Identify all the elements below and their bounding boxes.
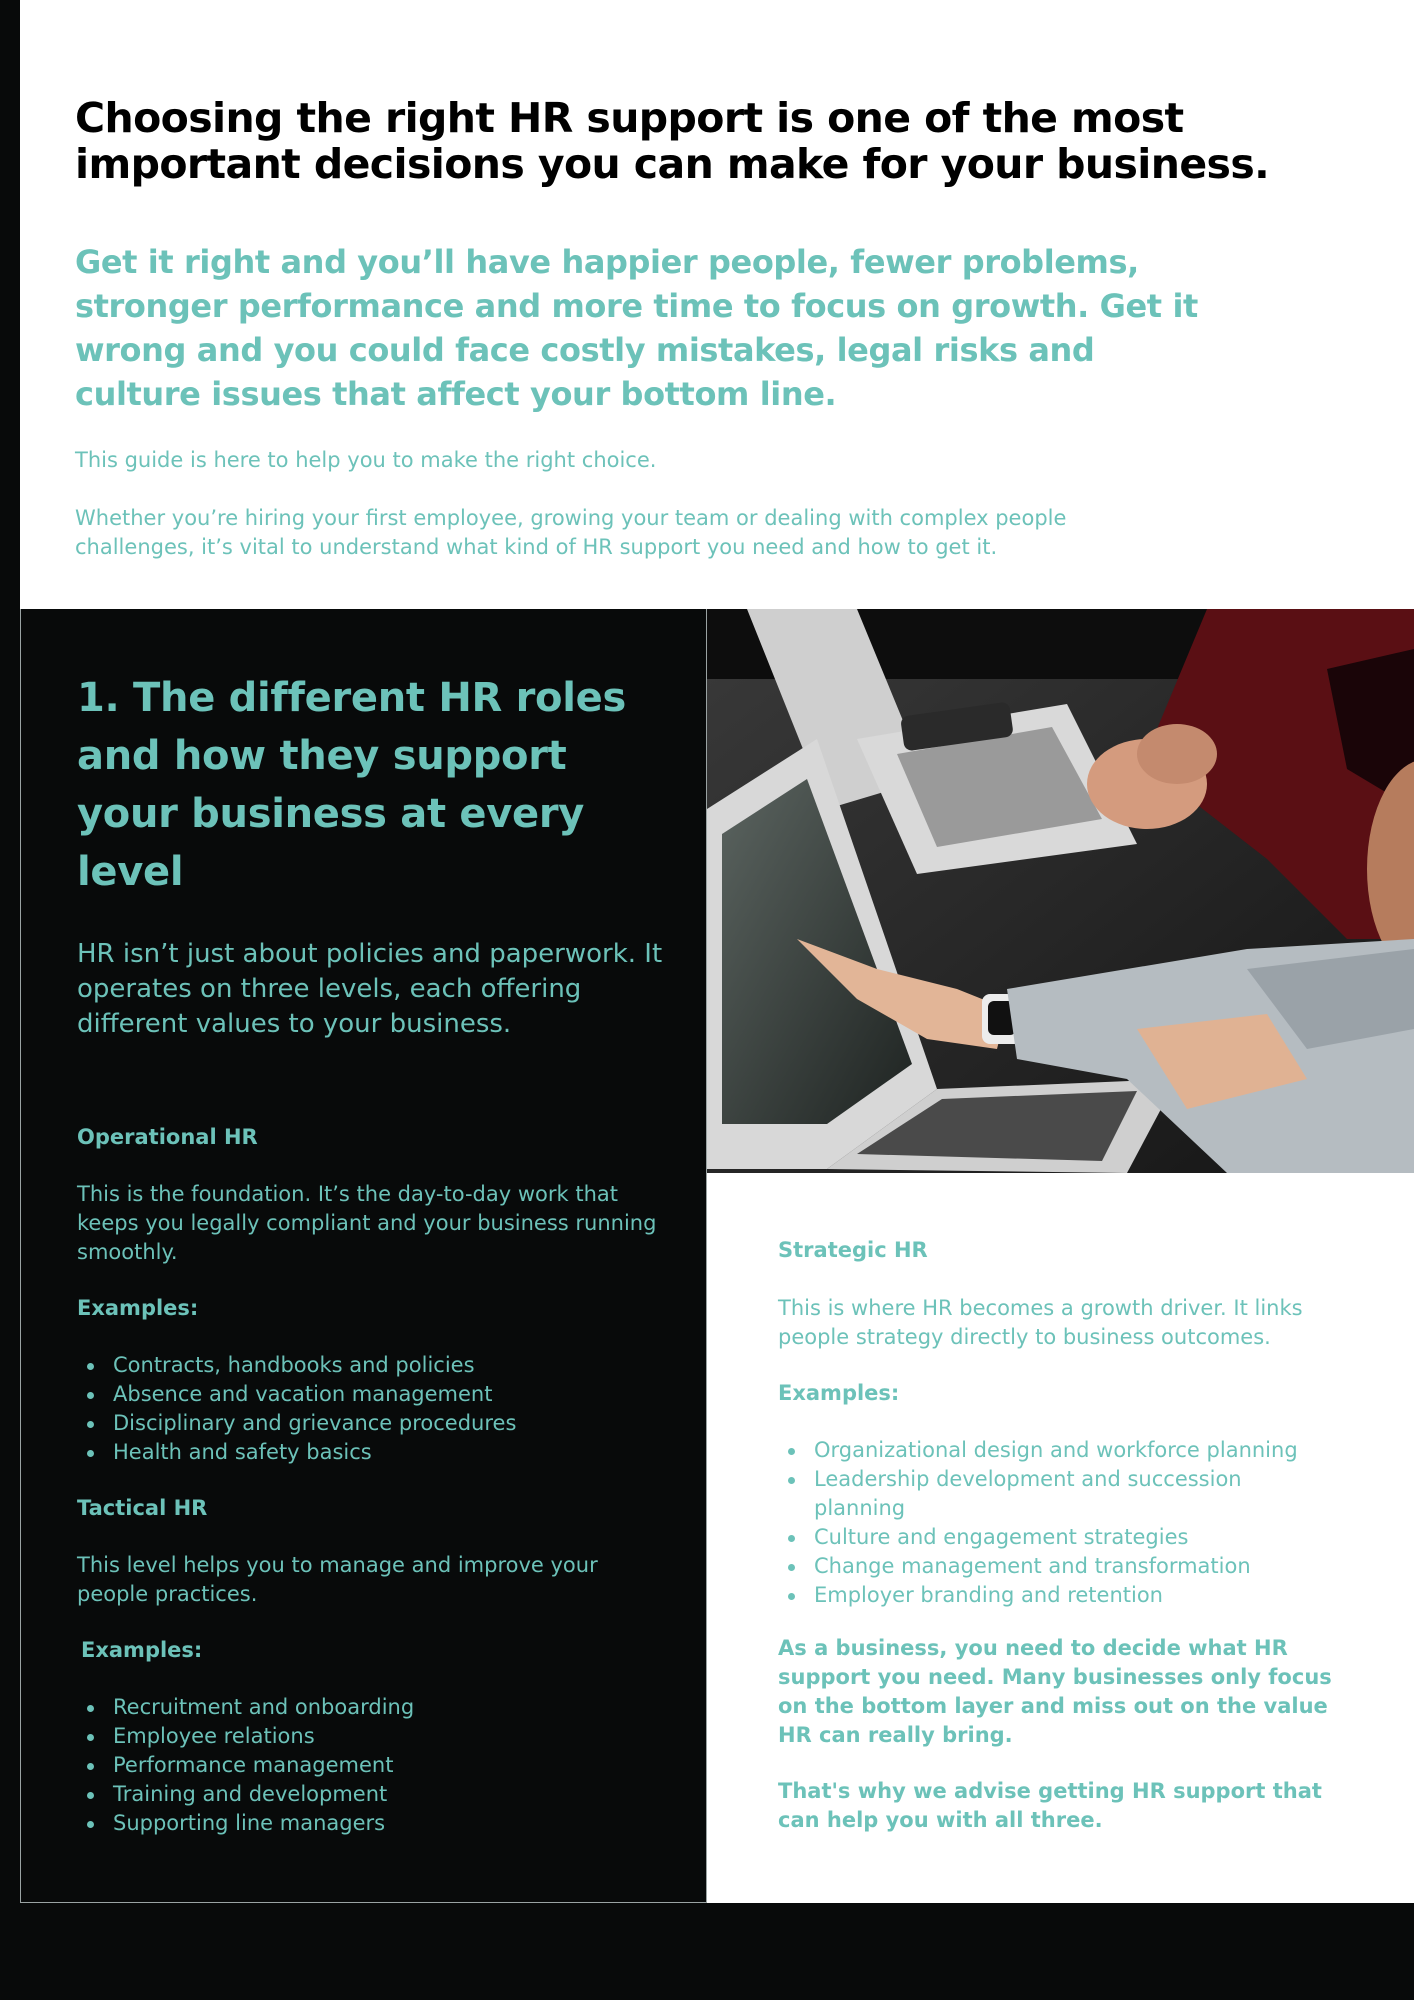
section-heading: 1. The different HR roles and how they support your business at every level <box>77 675 626 895</box>
list-item: Organizational design and workforce planning <box>778 1436 1338 1465</box>
operational-examples-label: Examples: <box>77 1296 199 1320</box>
operational-examples-list <box>77 1351 657 1467</box>
strategic-hr-desc: This is where HR becomes a growth driver. It links people strategy directly to business outcomes. <box>778 1296 1303 1349</box>
page-headline: Choosing the right HR support is one of the most important decisions you can make for your business. <box>75 94 1270 188</box>
list-item: Leadership development and succession planning <box>778 1465 1278 1523</box>
lead-paragraph: Get it right and you’ll have happier people, fewer problems, stronger performance and more time to focus on growth. Get it wrong and you could face costly mistakes, legal risks and culture issues that affect your bottom line. <box>75 243 1198 413</box>
photo-illustration <box>707 609 1414 1173</box>
list-item: Health and safety basics <box>77 1438 657 1467</box>
list-item: Employee relations <box>77 1722 657 1751</box>
list-item: Performance management <box>77 1751 657 1780</box>
strategic-hr-title: Strategic HR <box>778 1238 928 1262</box>
tactical-examples-list <box>77 1693 657 1838</box>
strategic-examples-label: Examples: <box>778 1381 900 1405</box>
intro-section <box>20 0 1414 609</box>
list-item: Change management and transformation <box>778 1552 1338 1581</box>
list-item: Employer branding and retention <box>778 1581 1338 1610</box>
page <box>20 0 1414 1903</box>
operational-hr-desc: This is the foundation. It’s the day-to-day work that keeps you legally compliant and your business running smoothly. <box>77 1182 657 1264</box>
list-item: Disciplinary and grievance procedures <box>77 1409 657 1438</box>
list-item: Contracts, handbooks and policies <box>77 1351 657 1380</box>
tactical-hr-desc: This level helps you to manage and improve your people practices. <box>77 1553 598 1606</box>
strategic-examples-list <box>778 1436 1338 1610</box>
hr-levels-dark-panel <box>20 609 707 1903</box>
laptop-meeting-photo <box>707 609 1414 1173</box>
list-item: Absence and vacation management <box>77 1380 657 1409</box>
strategic-advice: That's why we advise getting HR support that can help you with all three. <box>778 1779 1322 1832</box>
tactical-hr-title: Tactical HR <box>77 1496 208 1520</box>
operational-hr-title: Operational HR <box>77 1125 258 1149</box>
guide-intro-text: This guide is here to help you to make the right choice. <box>75 448 657 472</box>
list-item: Culture and engagement strategies <box>778 1523 1338 1552</box>
guide-context-text: Whether you’re hiring your first employee, growing your team or dealing with complex people challenges, it’s vital to understand what kind of HR support you need and how to get it. <box>75 506 1067 559</box>
list-item: Recruitment and onboarding <box>77 1693 657 1722</box>
strategic-conclusion: As a business, you need to decide what HR support you need. Many businesses only focus on the bottom layer and miss out on the value HR can really bring. <box>778 1636 1332 1747</box>
list-item: Supporting line managers <box>77 1809 657 1838</box>
strategic-panel <box>707 1173 1414 1903</box>
tactical-examples-label: Examples: <box>81 1638 203 1662</box>
list-item: Training and development <box>77 1780 657 1809</box>
section-intro: HR isn’t just about policies and paperwork. It operates on three levels, each offering different values to your business. <box>77 939 663 1039</box>
